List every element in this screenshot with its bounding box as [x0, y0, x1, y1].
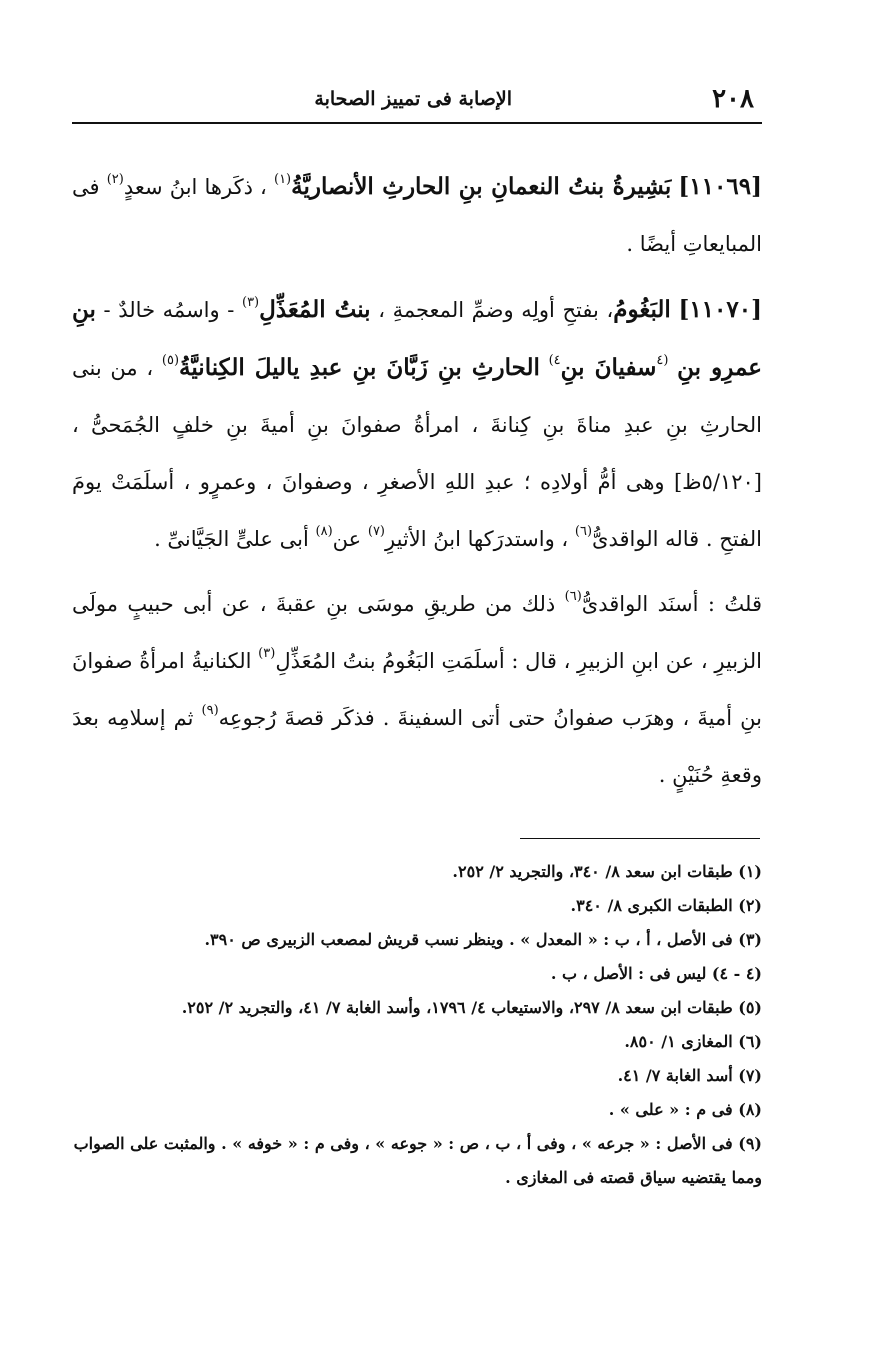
footnote-7: (٧) أسد الغابة ٧/ ٤١.: [617, 1066, 762, 1085]
entry-text: - واسمُه خالدٌ -: [95, 298, 242, 322]
footnote-ref[interactable]: (٩): [201, 703, 219, 718]
footnote-ref[interactable]: (٦): [564, 589, 582, 604]
entry-lineage: بنِ عمرِو بنِ: [72, 296, 762, 381]
entry-11070: [72, 281, 762, 568]
footnote-5: (٥) طبقات ابن سعد ٨/ ٢٩٧، والاستيعاب ٤/ ١٧٩٦، وأسد الغابة ٧/ ٤١، والتجريد ٢/ ٢٥٢.: [181, 998, 762, 1017]
entry-lineage: سفيانَ بنِ: [560, 354, 657, 381]
running-head: [72, 78, 762, 124]
entry-text: أبى علىٍّ الجَيَّانىِّ .: [154, 527, 309, 551]
comment-text: الكنانيةُ امرأةُ صفوانَ بنِ أميةَ ، وهرَب صفوانُ حتى أتى السفينةَ . فذكَر قصةَ رُجوعِه: [72, 649, 762, 730]
footnote-6: (٦) المغازى ١/ ٨٥٠.: [624, 1032, 762, 1051]
entry-text: ، واستدرَكها ابنُ الأثيرِ: [385, 527, 569, 551]
entry-11069: [72, 158, 762, 273]
footnote-ref[interactable]: (٣): [241, 295, 260, 310]
footnote-3: (٣) فى الأصل ، أ ، ب : « المعدل » . وينظر نسب قريش لمصعب الزبيرى ص ٣٩٠.: [204, 930, 762, 949]
footnote-9: (٩) فى الأصل : « جرعه » ، وفى أ ، ب ، ص : « جوعه » ، وفى م : « خوفه » . والمثبت على الصواب ومما يقتضيه سياق قصته فى المغازى .: [73, 1134, 762, 1187]
footnote-4: (٤ - ٤) ليس فى : الأصل ، ب .: [550, 964, 762, 983]
footnote-ref[interactable]: (١): [273, 172, 292, 187]
footnote-ref[interactable]: (٣): [258, 646, 276, 661]
page-number: ٢٠٨: [712, 84, 754, 114]
comment-text: ثم إسلامِه بعدَ وقعةِ حُنَيْنٍ .: [72, 706, 762, 787]
page-title: الإصابة فى تمييز الصحابة: [314, 88, 512, 110]
footnote-ref[interactable]: (٦): [574, 524, 593, 539]
entry-text: وهى أمُّ أولادِه ؛ عبدِ اللهِ الأصغرِ ، وصفوانَ ، وعمرٍو ، أسلَمَتْ يومَ الفتحِ . قاله الواقدىُّ: [72, 470, 762, 551]
entry-text: عن: [332, 527, 362, 551]
entry-text: ، بفتحِ أولِه وضمِّ المعجمةِ ،: [370, 298, 614, 322]
comment-text: قلتُ : أسنَد الواقدىُّ: [581, 592, 762, 616]
entry-text: ، من بنى الحارثِ بنِ عبدِ مناةَ بنِ كِنانةَ ، امرأةُ صفوانَ بنِ أميةَ بنِ خلفٍ الجُمَحىُّ ،: [72, 356, 762, 437]
entry-lineage: بنتُ المُعَذِّلِ: [259, 296, 371, 323]
footnote-ref[interactable]: (٤: [656, 353, 669, 368]
entry-text: ، ذكَرها ابنُ سعدٍ: [123, 175, 267, 199]
entry-number: [١١٠٧٠]: [678, 296, 762, 323]
entry-name: بَشِيرةُ بنتُ النعمانِ بنِ الحارثِ الأنصاريَّةُ: [291, 173, 672, 200]
body-text: [72, 158, 762, 804]
entry-text: فى المبايعاتِ أيضًا .: [72, 175, 762, 256]
footnote-8: (٨) فى م : « على » .: [608, 1100, 762, 1119]
entry-lineage: الحارثِ بنِ زَبَّانَ بنِ عبدِ ياليلَ الكِنانيَّةُ: [179, 354, 540, 381]
footnote-ref[interactable]: (٥): [161, 353, 180, 368]
footnote-ref[interactable]: (٨): [315, 524, 333, 539]
entry-number: [١١٠٦٩]: [678, 173, 762, 200]
comment-text: ذلك من طريقِ موسَى بنِ عقبةَ ، عن أبى حبيبٍ مولَى الزبيرِ ، عن ابنِ الزبيرِ ، قال : أسلَمَتِ البَغُومُ بنتُ المُعَذِّلِ: [72, 592, 762, 673]
footnote-ref[interactable]: (٢): [106, 172, 124, 187]
footnote-ref[interactable]: ٤): [548, 353, 561, 368]
entry-name: البَغُومُ: [613, 296, 671, 323]
footnote-divider: [520, 838, 760, 839]
footnote-1: (١) طبقات ابن سعد ٨/ ٣٤٠، والتجريد ٢/ ٢٥٢.: [452, 862, 762, 881]
footnotes: [72, 855, 762, 1195]
footnote-2: (٢) الطبقات الكبرى ٨/ ٣٤٠.: [570, 896, 762, 915]
footnote-ref[interactable]: (٧): [367, 524, 385, 539]
author-comment: [72, 576, 762, 804]
manuscript-ref: [٥/١٢٠ظ]: [673, 470, 762, 494]
